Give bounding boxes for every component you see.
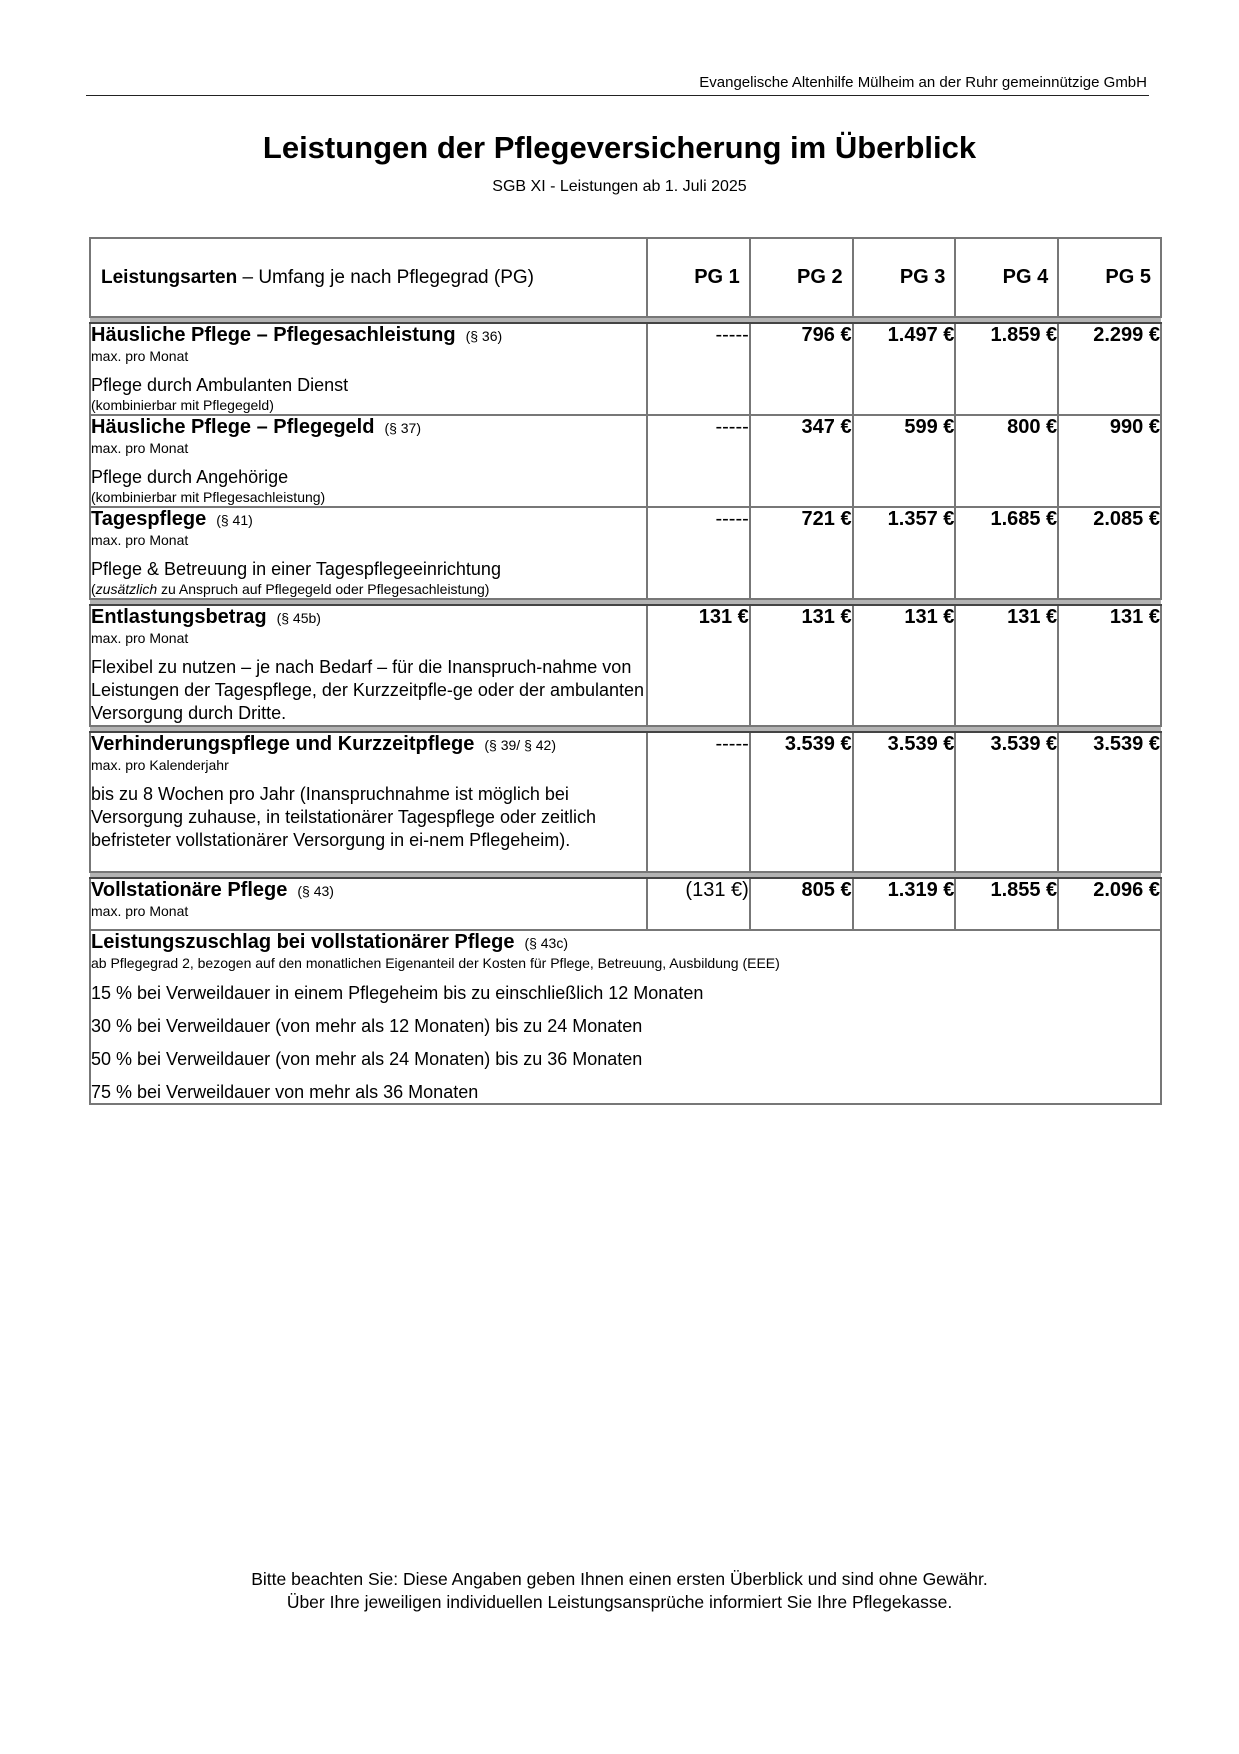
value-pg2: 721 €: [750, 507, 853, 599]
value-pg3: 131 €: [853, 605, 956, 726]
row-unit: max. pro Monat: [91, 532, 189, 548]
value-pg5: 2.299 €: [1058, 323, 1161, 415]
row-title: Vollstationäre Pflege: [91, 879, 288, 901]
table-header-row: [90, 238, 1161, 317]
value-pg2: 3.539 €: [750, 732, 853, 872]
row-description: [90, 732, 647, 872]
value-pg5: 2.085 €: [1058, 507, 1161, 599]
value-pg1: (131 €): [647, 878, 750, 930]
row-unit: max. pro Monat: [91, 440, 189, 456]
value-pg1: -----: [647, 732, 750, 872]
surcharge-tier: 50 % bei Verweildauer (von mehr als 24 Monaten) bis zu 36 Monaten: [91, 1049, 643, 1069]
row-note: [91, 581, 646, 597]
row-paragraph: (§ 41): [216, 512, 253, 528]
organization-name: Evangelische Altenhilfe Mülheim an der Ruhr gemeinnützige GmbH: [699, 74, 1147, 91]
row-text: Pflege durch Angehörige: [91, 467, 289, 487]
row-paragraph: (§ 39/ § 42): [484, 737, 556, 753]
row-note: (kombinierbar mit Pflegesachleistung): [91, 489, 326, 505]
row-paragraph: (§ 37): [384, 420, 422, 436]
value-pg4: 1.859 €: [955, 323, 1058, 415]
header-label-cell: [90, 238, 647, 317]
row-description: [90, 605, 647, 726]
value-pg5: 3.539 €: [1058, 732, 1161, 872]
row-title: Verhinderungspflege und Kurzzeitpflege: [91, 733, 475, 755]
value-pg5: 990 €: [1058, 415, 1161, 507]
value-pg1: -----: [647, 323, 750, 415]
value-pg2: 796 €: [750, 323, 853, 415]
row-title: Tagespflege: [91, 508, 207, 530]
row-text: Pflege durch Ambulanten Dienst: [91, 375, 349, 395]
row-description: [90, 323, 647, 415]
column-header-pg4: PG 4: [955, 238, 1058, 317]
surcharge-tier: 75 % bei Verweildauer von mehr als 36 Monaten: [91, 1082, 479, 1102]
value-pg4: 131 €: [955, 605, 1058, 726]
table-row: [90, 878, 1161, 930]
value-pg4: 1.855 €: [955, 878, 1058, 930]
disclaimer-line-2: Über Ihre jeweiligen individuellen Leistungsansprüche informiert Sie Ihre Pflegekasse.: [286, 1592, 953, 1612]
header-label-bold: Leistungsarten: [101, 266, 238, 288]
page-title: Leistungen der Pflegeversicherung im Überblick: [262, 130, 977, 165]
value-pg4: 3.539 €: [955, 732, 1058, 872]
value-pg1: -----: [647, 415, 750, 507]
row-note: (kombinierbar mit Pflegegeld): [91, 397, 274, 413]
value-pg1: -----: [647, 507, 750, 599]
disclaimer: [0, 1568, 1239, 1614]
header-rule: [86, 95, 1149, 96]
row-title: Häusliche Pflege – Pflegesachleistung: [91, 324, 456, 346]
row-text: Flexibel zu nutzen – je nach Bedarf – für die Inanspruch-nahme von Leistungen der Tagespflege, der Kurzzeitpfle-ge oder der ambulanten Versorgung durch Dritte.: [91, 657, 645, 723]
surcharge-cell: [90, 930, 1161, 1104]
row-description: [90, 878, 647, 930]
note-rest: zu Anspruch auf Pflegegeld oder Pflegesachleistung): [157, 581, 490, 597]
column-header-pg5: PG 5: [1058, 238, 1161, 317]
page-subtitle: SGB XI - Leistungen ab 1. Juli 2025: [492, 178, 747, 195]
value-pg2: 131 €: [750, 605, 853, 726]
table-row: [90, 323, 1161, 415]
column-header-pg3: PG 3: [853, 238, 956, 317]
row-unit: max. pro Monat: [91, 630, 189, 646]
value-pg3: 1.357 €: [853, 507, 956, 599]
row-paragraph: (§ 36): [465, 328, 503, 344]
surcharge-tier: 15 % bei Verweildauer in einem Pflegeheim bis zu einschließlich 12 Monaten: [91, 983, 704, 1003]
row-description: [90, 507, 647, 599]
value-pg4: 1.685 €: [955, 507, 1058, 599]
row-description: [90, 415, 647, 507]
disclaimer-line-1: Bitte beachten Sie: Diese Angaben geben Ihnen einen ersten Überblick und sind ohne Gewähr.: [251, 1569, 988, 1589]
table-row: [90, 507, 1161, 599]
surcharge-tier: 30 % bei Verweildauer (von mehr als 12 Monaten) bis zu 24 Monaten: [91, 1016, 643, 1036]
value-pg5: 2.096 €: [1058, 878, 1161, 930]
value-pg5: 131 €: [1058, 605, 1161, 726]
value-pg3: 1.319 €: [853, 878, 956, 930]
column-header-pg2: PG 2: [750, 238, 853, 317]
value-pg1: 131 €: [647, 605, 750, 726]
row-unit: max. pro Monat: [91, 348, 189, 364]
table-row: [90, 415, 1161, 507]
row-paragraph: (§ 43): [297, 883, 334, 899]
row-title: Häusliche Pflege – Pflegegeld: [91, 416, 375, 438]
value-pg3: 3.539 €: [853, 732, 956, 872]
table-row: [90, 732, 1161, 872]
row-unit: max. pro Monat: [91, 903, 189, 919]
surcharge-row: [90, 930, 1161, 1104]
row-unit: max. pro Kalenderjahr: [91, 757, 229, 773]
value-pg2: 347 €: [750, 415, 853, 507]
header-label-rest: – Umfang je nach Pflegegrad (PG): [237, 266, 534, 288]
surcharge-paragraph: (§ 43c): [524, 935, 569, 951]
row-paragraph: (§ 45b): [276, 610, 321, 626]
value-pg4: 800 €: [955, 415, 1058, 507]
table-row: [90, 605, 1161, 726]
benefits-table: [89, 237, 1162, 1105]
value-pg3: 1.497 €: [853, 323, 956, 415]
row-text: bis zu 8 Wochen pro Jahr (Inanspruchnahme ist möglich bei Versorgung zuhause, in teilstationärer Tagespflege oder zeitlich befristeter vollstationärer Versorgung in ei-nem Pflegeheim).: [91, 784, 596, 850]
note-emphasis: zusätzlich: [95, 581, 158, 597]
value-pg3: 599 €: [853, 415, 956, 507]
surcharge-unit: ab Pflegegrad 2, bezogen auf den monatlichen Eigenanteil der Kosten für Pflege, Betreuung, Ausbildung (EEE): [91, 955, 780, 971]
column-header-pg1: PG 1: [647, 238, 750, 317]
row-title: Entlastungsbetrag: [91, 606, 267, 628]
note-open: (: [91, 581, 96, 597]
surcharge-title: Leistungszuschlag bei vollstationärer Pflege: [91, 931, 515, 953]
row-text: Pflege & Betreuung in einer Tagespflegeeinrichtung: [91, 559, 501, 579]
value-pg2: 805 €: [750, 878, 853, 930]
